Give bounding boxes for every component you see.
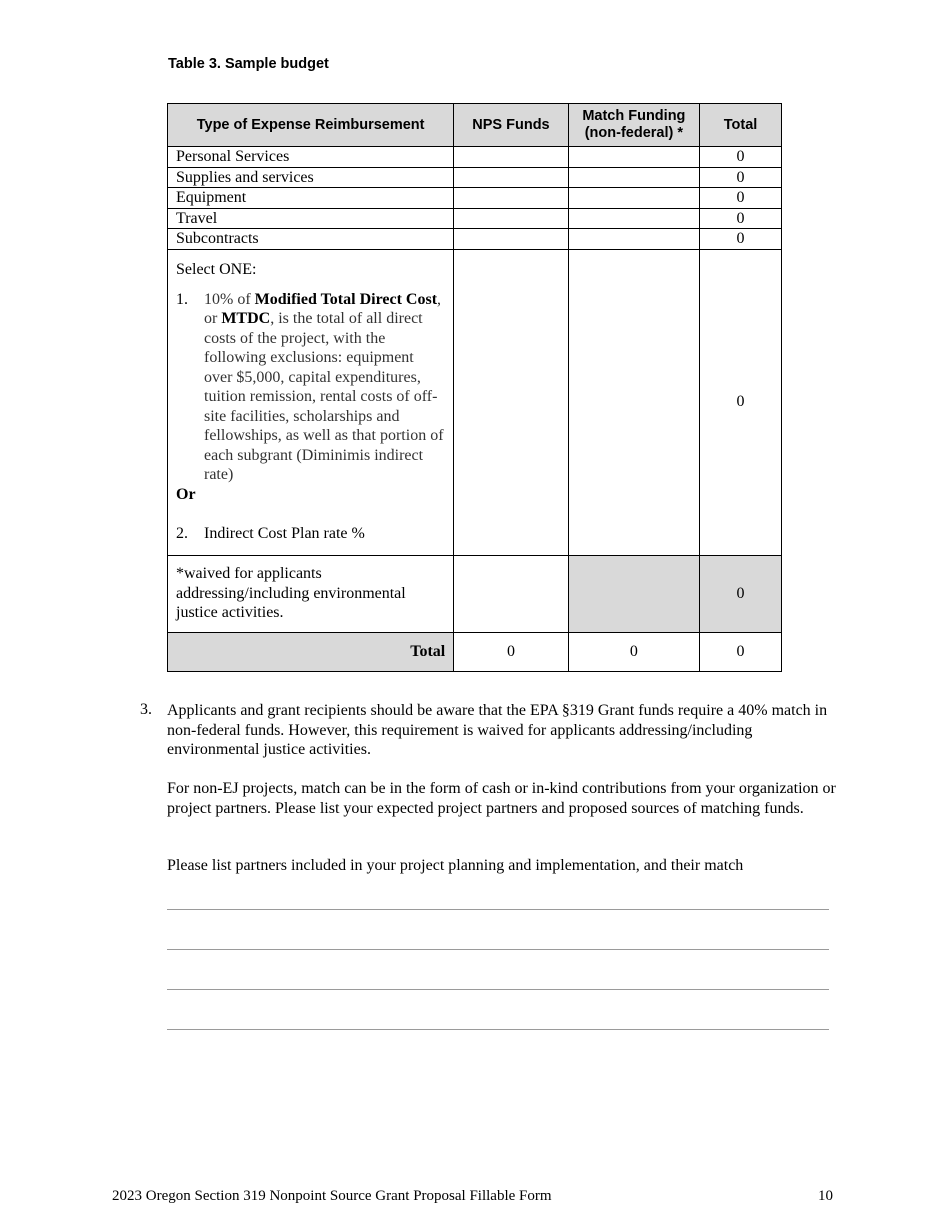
- footer-title: 2023 Oregon Section 319 Nonpoint Source Grant Proposal Fillable Form: [112, 1188, 552, 1204]
- table-row: [168, 208, 782, 229]
- total-label: Total: [168, 632, 454, 671]
- mtdc-abbrev: MTDC: [221, 310, 271, 328]
- section-number: 3.: [140, 701, 152, 718]
- row-label: Subcontracts: [168, 229, 454, 250]
- mtdc-term: Modified Total Direct Cost: [254, 290, 438, 308]
- partner-entry-line[interactable]: [167, 989, 829, 990]
- partner-entry-line[interactable]: [167, 949, 829, 950]
- nps-funds-field[interactable]: [454, 229, 568, 250]
- row-total: 0: [700, 208, 782, 229]
- table-caption: Table 3. Sample budget: [168, 56, 329, 72]
- match-funding-field[interactable]: [568, 208, 699, 229]
- nps-funds-field[interactable]: [454, 249, 568, 555]
- row-total: 0: [700, 249, 782, 555]
- match-funding-field[interactable]: [568, 167, 699, 188]
- row-total: 0: [700, 229, 782, 250]
- grand-total: 0: [700, 632, 782, 671]
- match-funding-field[interactable]: [568, 188, 699, 209]
- table-row: [168, 147, 782, 168]
- partner-entry-line[interactable]: [167, 1029, 829, 1030]
- header-expense-type: Type of Expense Reimbursement: [168, 104, 454, 147]
- nps-funds-field[interactable]: [454, 167, 568, 188]
- row-label: Travel: [168, 208, 454, 229]
- row-label: Supplies and services: [168, 167, 454, 188]
- non-ej-paragraph: For non-EJ projects, match can be in the form of cash or in-kind contributions from your organization or project partners. Please list your expected project partners and proposed sources of matching funds.: [167, 780, 836, 817]
- or-label: Or: [176, 485, 196, 503]
- indirect-cost-row: [168, 249, 782, 555]
- option-1: [176, 290, 445, 485]
- nps-funds-field[interactable]: [454, 555, 568, 632]
- header-total: Total: [700, 104, 782, 147]
- nps-funds-total: 0: [454, 632, 568, 671]
- row-total: 0: [700, 188, 782, 209]
- match-funding-total: 0: [568, 632, 699, 671]
- page-number: 10: [818, 1188, 833, 1204]
- option-1-number: 1.: [176, 290, 188, 308]
- option-1-text: [204, 290, 445, 485]
- partner-entry-line[interactable]: [167, 909, 829, 910]
- row-total: 0: [700, 555, 782, 632]
- row-label: Equipment: [168, 188, 454, 209]
- budget-table: [167, 103, 782, 672]
- row-total: 0: [700, 167, 782, 188]
- indirect-cost-options: [168, 249, 454, 555]
- match-funding-shaded: [568, 555, 699, 632]
- option-1-text-c: , or: [204, 290, 442, 328]
- totals-row: [168, 632, 782, 671]
- row-label: Personal Services: [168, 147, 454, 168]
- table-row: [168, 229, 782, 250]
- option-1-text-a: 10% of: [204, 290, 255, 308]
- header-nps-funds: NPS Funds: [454, 104, 568, 147]
- table-row: [168, 167, 782, 188]
- option-1-text-e: , is the total of all direct costs of the project, with the following exclusions: equipment over $5,000, capital expenditures, tuition remission, rental costs of off-site facilities, scholarships and fellowships, as well as that portion of each subgrant (Diminimis indirect rate): [204, 310, 444, 484]
- match-funding-field[interactable]: [568, 229, 699, 250]
- select-one-label: Select ONE:: [176, 261, 257, 279]
- nps-funds-field[interactable]: [454, 188, 568, 209]
- nps-funds-field[interactable]: [454, 208, 568, 229]
- option-2-number: 2.: [176, 525, 188, 543]
- match-funding-field[interactable]: [568, 147, 699, 168]
- match-requirement-paragraph: Applicants and grant recipients should be aware that the EPA §319 Grant funds require a 40% match in non-federal funds. However, this requirement is waived for applicants addressing/including environmental justice activities.: [167, 702, 828, 758]
- table-header-row: [168, 104, 782, 147]
- waiver-row: [168, 555, 782, 632]
- row-total: 0: [700, 147, 782, 168]
- waiver-note: *waived for applicants addressing/including environmental justice activities.: [168, 555, 454, 632]
- match-funding-field[interactable]: [568, 249, 699, 555]
- nps-funds-field[interactable]: [454, 147, 568, 168]
- partners-instruction: Please list partners included in your project planning and implementation, and their match: [167, 857, 744, 874]
- header-match-funding: Match Funding (non-federal) *: [568, 104, 699, 147]
- option-2-text: Indirect Cost Plan rate %: [204, 525, 365, 543]
- option-2: [176, 524, 445, 544]
- table-row: [168, 188, 782, 209]
